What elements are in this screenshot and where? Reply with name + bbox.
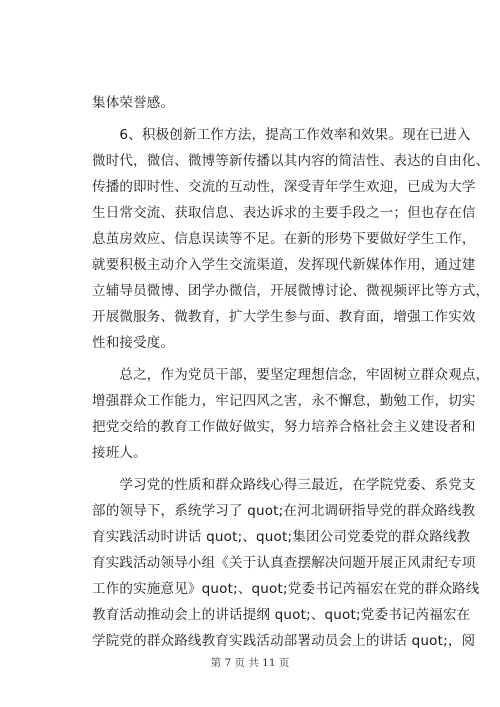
text-line: 开展微服务、微教育，扩大学生参与面、教育面，增强工作实效 — [92, 309, 476, 325]
text-line: 育实践活动领导小组《关于认真查摆解决问题开展正风肃纪专项 — [92, 555, 476, 571]
page-footer: 第 7 页 共 11 页 — [210, 657, 290, 669]
text-line: 性和接受度。 — [92, 335, 175, 351]
text-line: 教育活动推动会上的讲话提纲 quot;、quot;党委书记芮福宏在 — [92, 607, 471, 623]
text-line: 微时代，微信、微博等新传播以其内容的简洁性、表达的自由化、 — [92, 153, 490, 169]
text-line: 总之，作为党员干部，要坚定理想信念，牢固树立群众观点， — [92, 367, 490, 383]
text-line: 学习党的性质和群众路线心得三最近，在学院党委、系党支 — [92, 477, 476, 493]
text-line: 就要积极主动介入学生交流渠道，发挥现代新媒体作用，通过建 — [92, 257, 476, 273]
text-line: 立辅导员微博、团学办微信，开展微博讨论、微视频评比等方式， — [92, 283, 490, 299]
text-line: 增强群众工作能力，牢记四风之害，永不懈怠，勤勉工作，切实 — [92, 393, 476, 409]
text-line: 传播的即时性、交流的互动性，深受青年学生欢迎，已成为大学 — [92, 179, 476, 195]
text-line: 学院党的群众路线教育实践活动部署动员会上的讲话 quot;，阅 — [92, 633, 476, 649]
text-line: 接班人。 — [92, 445, 147, 461]
text-line: 息茧房效应、信息误读等不足。在新的形势下要做好学生工作， — [92, 231, 476, 247]
text-line: 育实践活动时讲话 quot;、quot;集团公司党委党的群众路线教 — [92, 529, 471, 545]
text-line: 部的领导下，系统学习了 quot;在河北调研指导党的群众路线教 — [92, 503, 476, 519]
text-line: 生日常交流、获取信息、表达诉求的主要手段之一；但也存在信 — [92, 205, 476, 221]
text-line: 6、积极创新工作方法，提高工作效率和效果。现在已进入 — [92, 127, 471, 143]
text-line: 把党交给的教育工作做好做实，努力培养合格社会主义建设者和 — [92, 419, 476, 435]
document-body — [92, 90, 490, 654]
text-line: 工作的实施意见》quot;、quot;党委书记芮福宏在党的群众路线 — [92, 581, 480, 597]
text-line: 集体荣誉感。 — [92, 95, 175, 111]
